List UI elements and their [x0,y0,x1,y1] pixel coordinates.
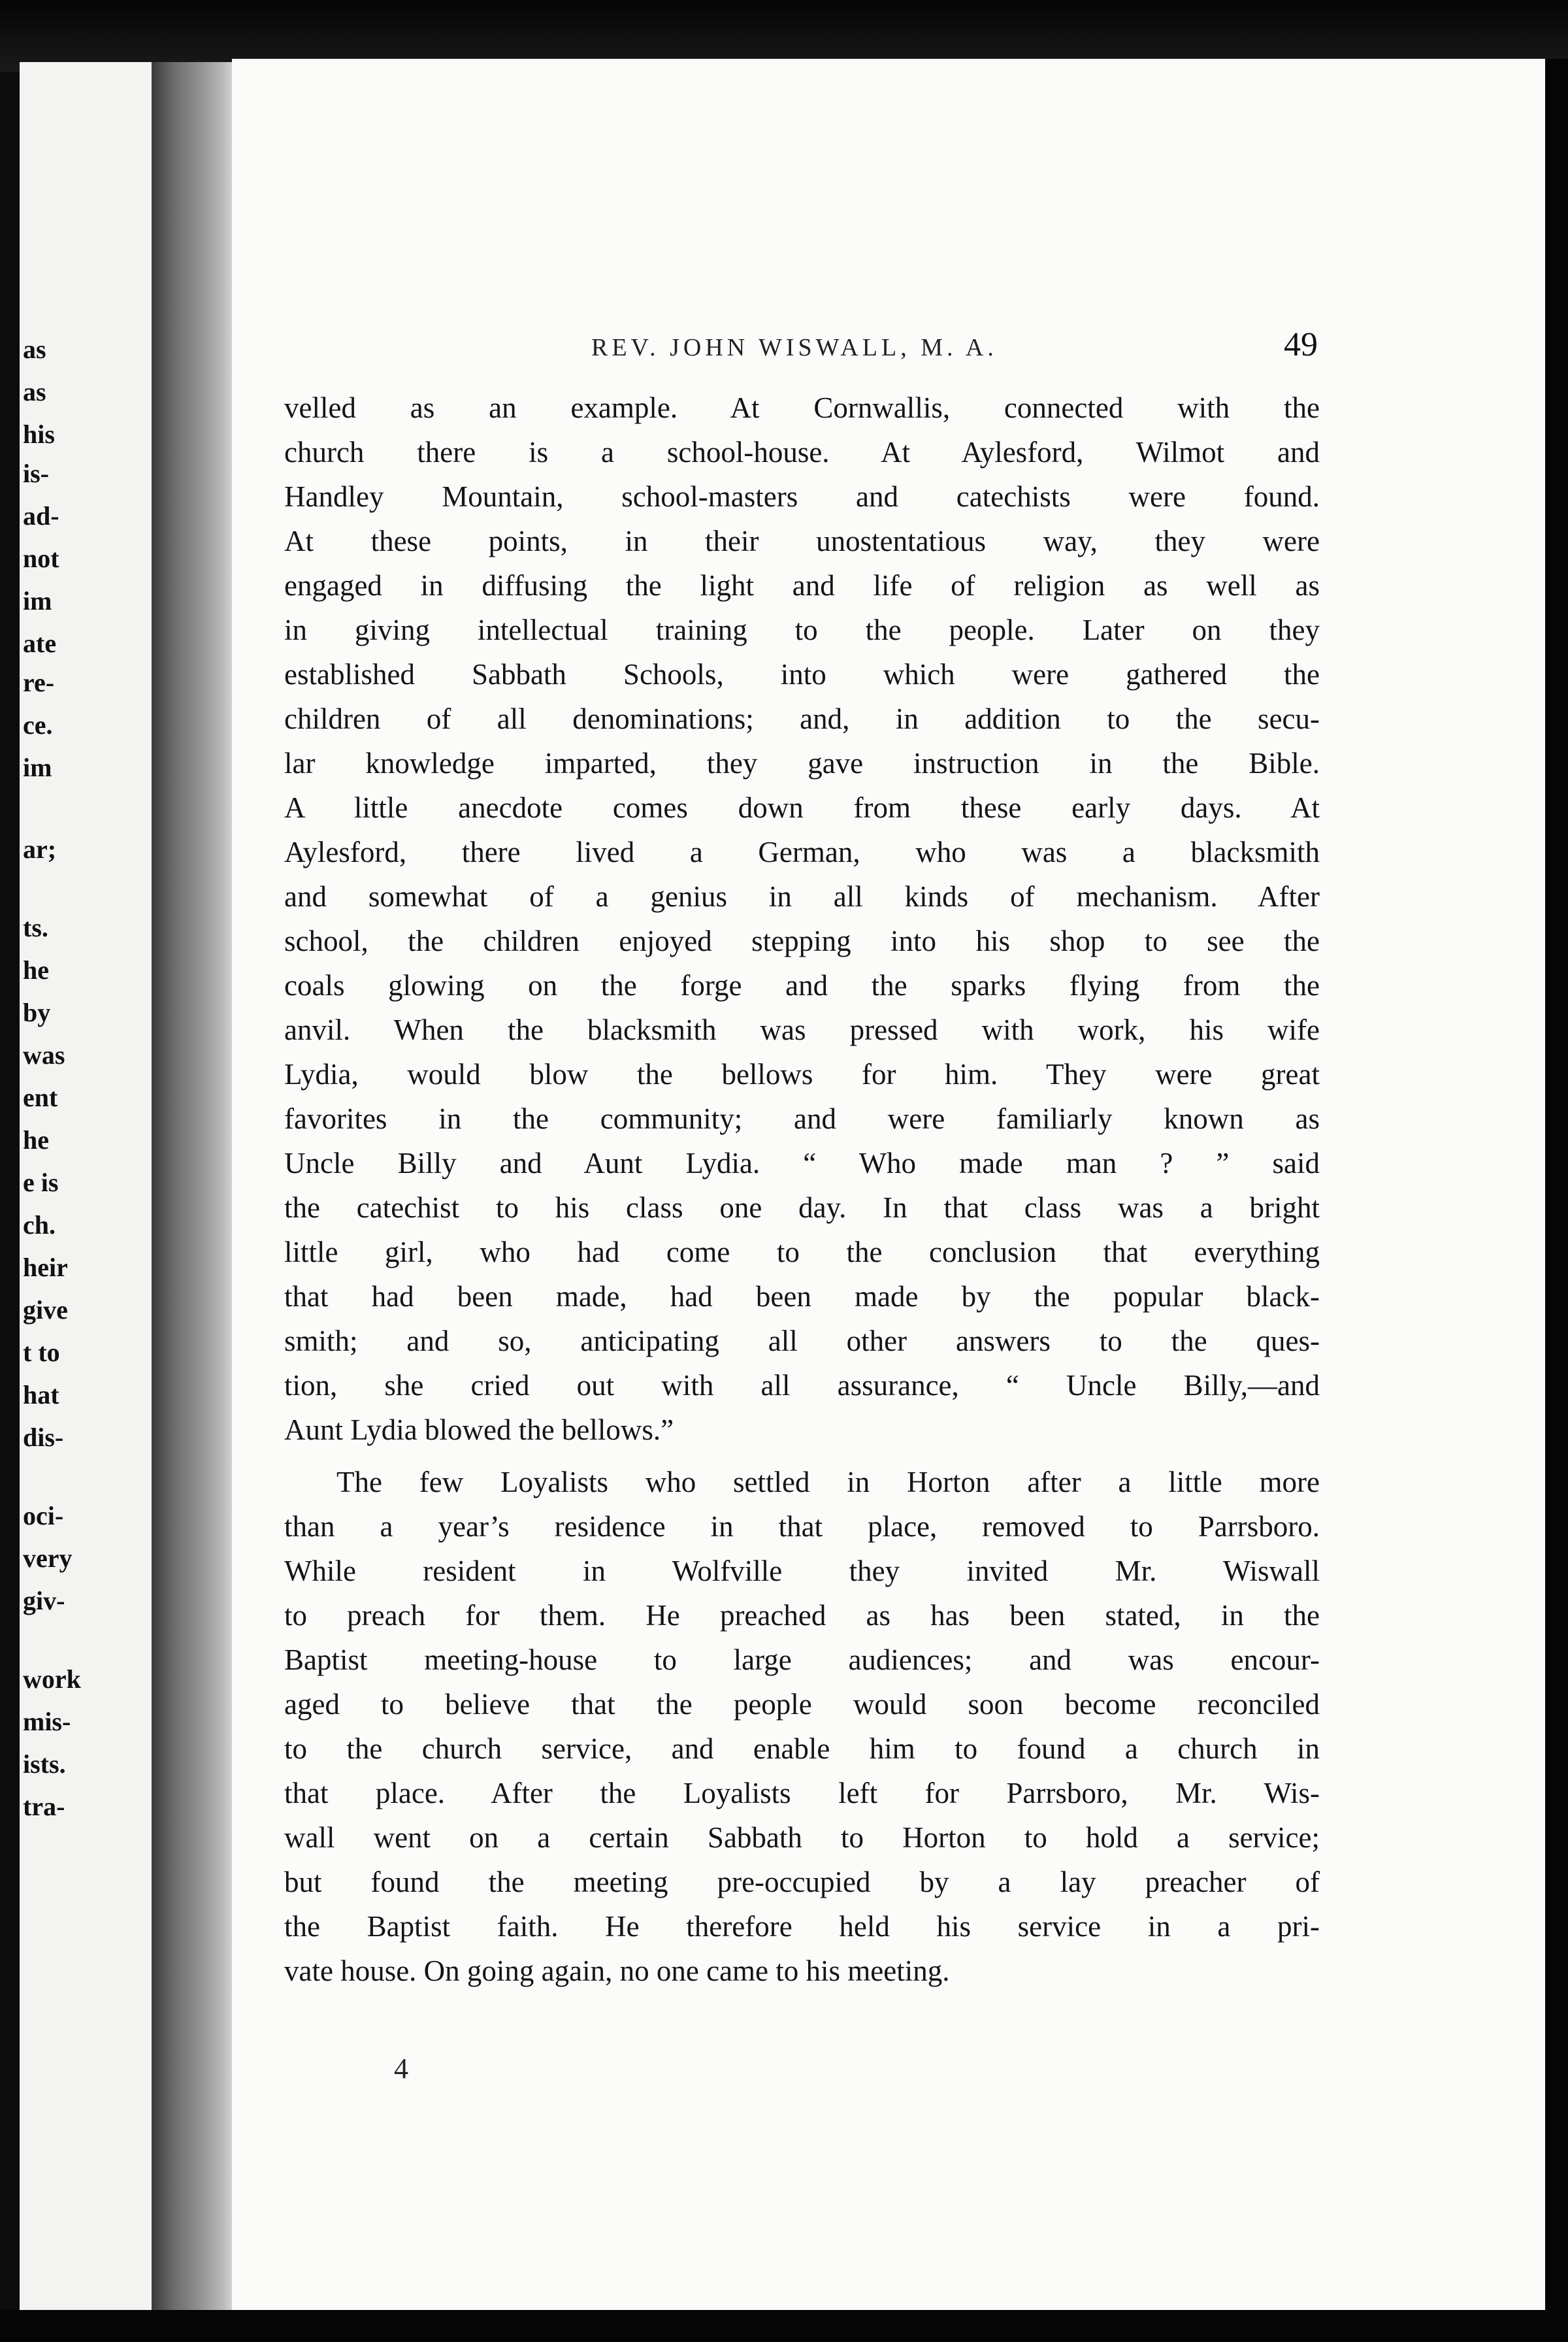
text-line: Aunt Lydia blowed the bellows.” [284,1413,674,1446]
text-line: but found the meeting pre-occupied by a lay preacher of [284,1866,1320,1898]
text-line: church there is a school-house. At Aylesford, Wilmot and [284,436,1320,469]
left-page-fragment: give [23,1295,68,1325]
signature-mark: 4 [394,2053,408,2085]
text-line: to the church service, and enable him to found a church in [284,1732,1320,1765]
text-line: established Sabbath Schools, into which were gathered the [284,658,1320,691]
text-line: to preach for them. He preached as has been stated, in the [284,1599,1320,1632]
left-page-fragment: dis- [23,1423,64,1452]
left-page-fragment: is- [23,459,49,488]
book-gutter [152,62,235,2310]
text-line: Handley Mountain, school-masters and catechists were found. [284,480,1320,513]
text-line: Aylesford, there lived a German, who was a blacksmith [284,836,1320,868]
left-page-fragment: ce. [23,710,53,740]
left-page-fragment: giv- [23,1586,65,1615]
left-page-fragment: as [23,335,46,364]
left-page-fragment: ar; [23,834,57,864]
left-page-fragment: ists. [23,1749,66,1779]
text-line: The few Loyalists who settled in Horton after a little more [336,1466,1320,1498]
text-line: the catechist to his class one day. In that class was a bright [284,1191,1320,1224]
left-page-fragment: mis- [23,1707,71,1736]
left-page-fragment: ch. [23,1210,56,1240]
text-line: engaged in diffusing the light and life of religion as well as [284,569,1320,602]
left-page-fragment: his [23,420,55,449]
text-line: little girl, who had come to the conclusion that everything [284,1236,1320,1268]
scan-bottom-border [0,2310,1568,2342]
left-page-fragment: oci- [23,1501,64,1530]
left-page-fragment: im [23,586,52,616]
text-line: While resident in Wolfville they invited Mr. Wiswall [284,1555,1320,1587]
text-line: aged to believe that the people would soon become reconciled [284,1688,1320,1721]
text-line: velled as an example. At Cornwallis, connected with the [284,391,1320,424]
text-line: Lydia, would blow the bellows for him. They were great [284,1058,1320,1091]
text-line: anvil. When the blacksmith was pressed with work, his wife [284,1014,1320,1046]
body-text [284,386,1320,1993]
text-line: that had been made, had been made by the popular black- [284,1280,1320,1313]
scan-right-border [1545,59,1568,2342]
left-page-fragment: as [23,377,46,406]
left-page-fragment: he [23,955,49,985]
paragraph [284,386,1320,1452]
left-page-fragment: tra- [23,1792,65,1821]
left-page-fragment: e is [23,1168,59,1197]
left-page-fragment: was [23,1040,65,1070]
left-page-fragment: not [23,544,59,573]
text-line: smith; and so, anticipating all other answers to the ques- [284,1325,1320,1357]
text-line: coals glowing on the forge and the sparks flying from the [284,969,1320,1002]
text-line: and somewhat of a genius in all kinds of mechanism. After [284,880,1320,913]
left-page-fragment: ent [23,1083,58,1112]
left-page-fragment: he [23,1125,49,1155]
text-line: At these points, in their unostentatious way, they were [284,525,1320,557]
page-number: 49 [1284,326,1318,363]
text-line: in giving intellectual training to the people. Later on they [284,614,1320,646]
text-line: vate house. On going again, no one came to his meeting. [284,1954,950,1987]
left-page-fragment: ate [23,629,57,658]
left-page-fragment: im [23,753,52,782]
text-line: that place. After the Loyalists left for Parrsboro, Mr. Wis- [284,1777,1320,1809]
left-page-fragment: by [23,998,51,1027]
left-page-fragment: heir [23,1253,68,1282]
text-line: Uncle Billy and Aunt Lydia. “ Who made man ? ” said [284,1147,1320,1179]
text-line: tion, she cried out with all assurance, “ Uncle Billy,—and [284,1369,1320,1402]
text-line: than a year’s residence in that place, removed to Parrsboro. [284,1510,1320,1543]
left-page-edge [20,62,160,2310]
left-page-fragment: ts. [23,913,48,942]
left-page-fragment: ad- [23,501,59,531]
page [232,59,1545,2313]
left-page-fragment: work [23,1664,81,1694]
left-page-fragment: re- [23,668,55,697]
paragraph [284,1460,1320,1993]
running-head: REV. JOHN WISWALL, M. A. [591,334,998,361]
text-line: children of all denominations; and, in addition to the secu- [284,702,1320,735]
text-line: A little anecdote comes down from these early days. At [284,791,1320,824]
text-line: wall went on a certain Sabbath to Horton to hold a service; [284,1821,1320,1854]
text-line: the Baptist faith. He therefore held his service in a pri- [284,1910,1320,1943]
text-line: lar knowledge imparted, they gave instruction in the Bible. [284,747,1320,780]
left-page-fragment: very [23,1543,73,1573]
left-page-fragment: hat [23,1380,59,1410]
text-line: school, the children enjoyed stepping into his shop to see the [284,925,1320,957]
text-line: Baptist meeting-house to large audiences; and was encour- [284,1643,1320,1676]
text-line: favorites in the community; and were familiarly known as [284,1102,1320,1135]
left-page-fragment: t to [23,1338,60,1367]
